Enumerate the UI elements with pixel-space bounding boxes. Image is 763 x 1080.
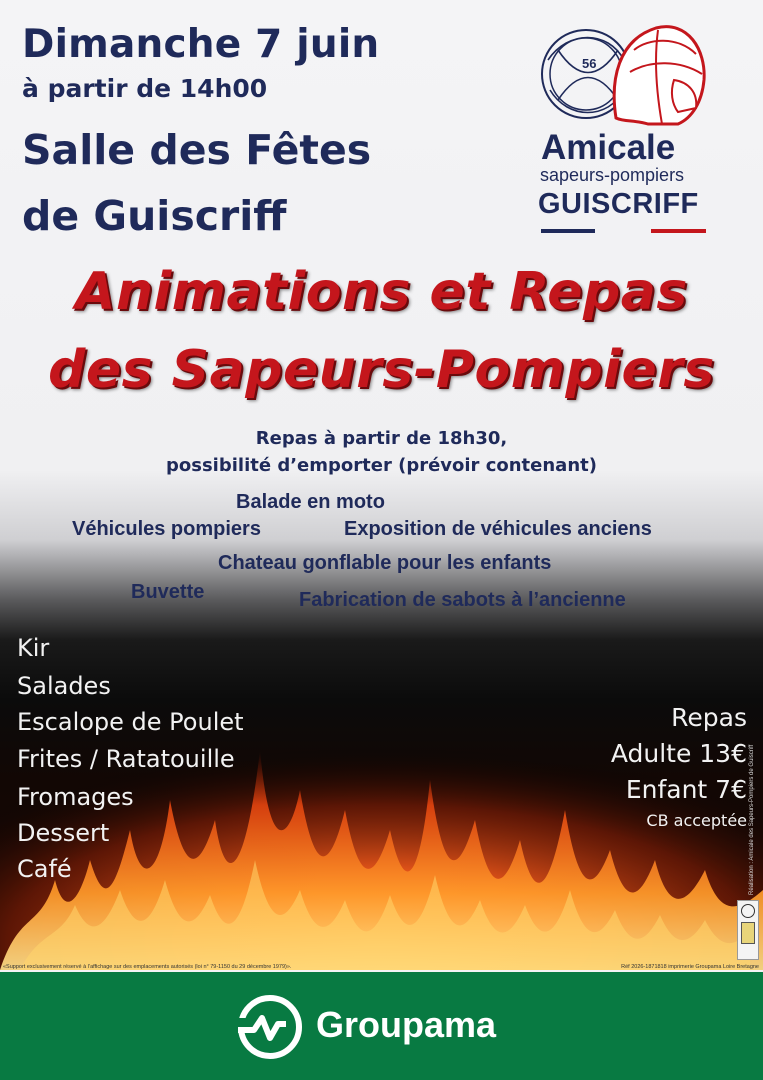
menu-item: Frites / Ratatouille <box>17 745 235 773</box>
meal-info-line1: Repas à partir de 18h30, <box>255 428 508 449</box>
menu-item: Fromages <box>17 783 134 811</box>
logo-flag-blue-bar <box>541 229 595 233</box>
payment-note: CB acceptée <box>646 811 747 830</box>
title-line2: des Sapeurs-Pompiers <box>48 340 715 400</box>
meal-info-line2: possibilité d’emporter (prévoir contenant) <box>166 455 597 476</box>
event-venue-line2: de Guiscriff <box>22 192 287 240</box>
price-child: Enfant 7€ <box>625 775 747 804</box>
amicale-logo-emblem <box>538 20 708 128</box>
sponsor-name: Groupama <box>316 1004 497 1045</box>
event-time: à partir de 14h00 <box>22 74 268 103</box>
groupama-logo-icon <box>236 994 306 1060</box>
printer-reference: Réf 2026-1871818 imprimerie Groupama Loire Bretagne <box>621 964 759 970</box>
legal-fine-print: «Support exclusivement réservé à l’affichage sur des emplacements autorisés (loi n° 79-1150 du 29 décembre 1979)». <box>3 964 292 970</box>
title-line1: Animations et Repas <box>75 262 688 322</box>
logo-town: GUISCRIFF <box>538 188 699 220</box>
side-credit: Réalisation : Amicale des Sapeurs-Pompiers de Guiscriff <box>749 744 755 895</box>
logo-flag-red-bar <box>651 229 706 233</box>
activity-vehicules: Véhicules pompiers <box>72 518 261 540</box>
activity-chateau: Chateau gonflable pour les enfants <box>218 552 552 574</box>
activity-moto: Balade en moto <box>236 491 385 513</box>
recycle-icon <box>741 904 755 918</box>
menu-item: Salades <box>17 672 111 700</box>
menu-item: Escalope de Poulet <box>17 708 244 736</box>
imprim-vert-icon <box>741 922 755 944</box>
event-date: Dimanche 7 juin <box>22 22 380 67</box>
logo-department-number: 56 <box>582 56 597 71</box>
menu-item: Kir <box>17 634 50 662</box>
menu-item: Dessert <box>17 819 110 847</box>
price-heading: Repas <box>671 703 747 732</box>
logo-subtitle: sapeurs-pompiers <box>540 165 685 185</box>
activity-buvette: Buvette <box>131 581 205 603</box>
eco-badges <box>737 900 759 960</box>
menu-item: Café <box>17 855 72 883</box>
activity-sabots: Fabrication de sabots à l’ancienne <box>299 589 626 611</box>
activity-expo: Exposition de véhicules anciens <box>344 518 652 540</box>
event-venue-line1: Salle des Fêtes <box>22 126 372 174</box>
logo-name: Amicale <box>541 128 676 167</box>
price-adult: Adulte 13€ <box>610 739 747 768</box>
